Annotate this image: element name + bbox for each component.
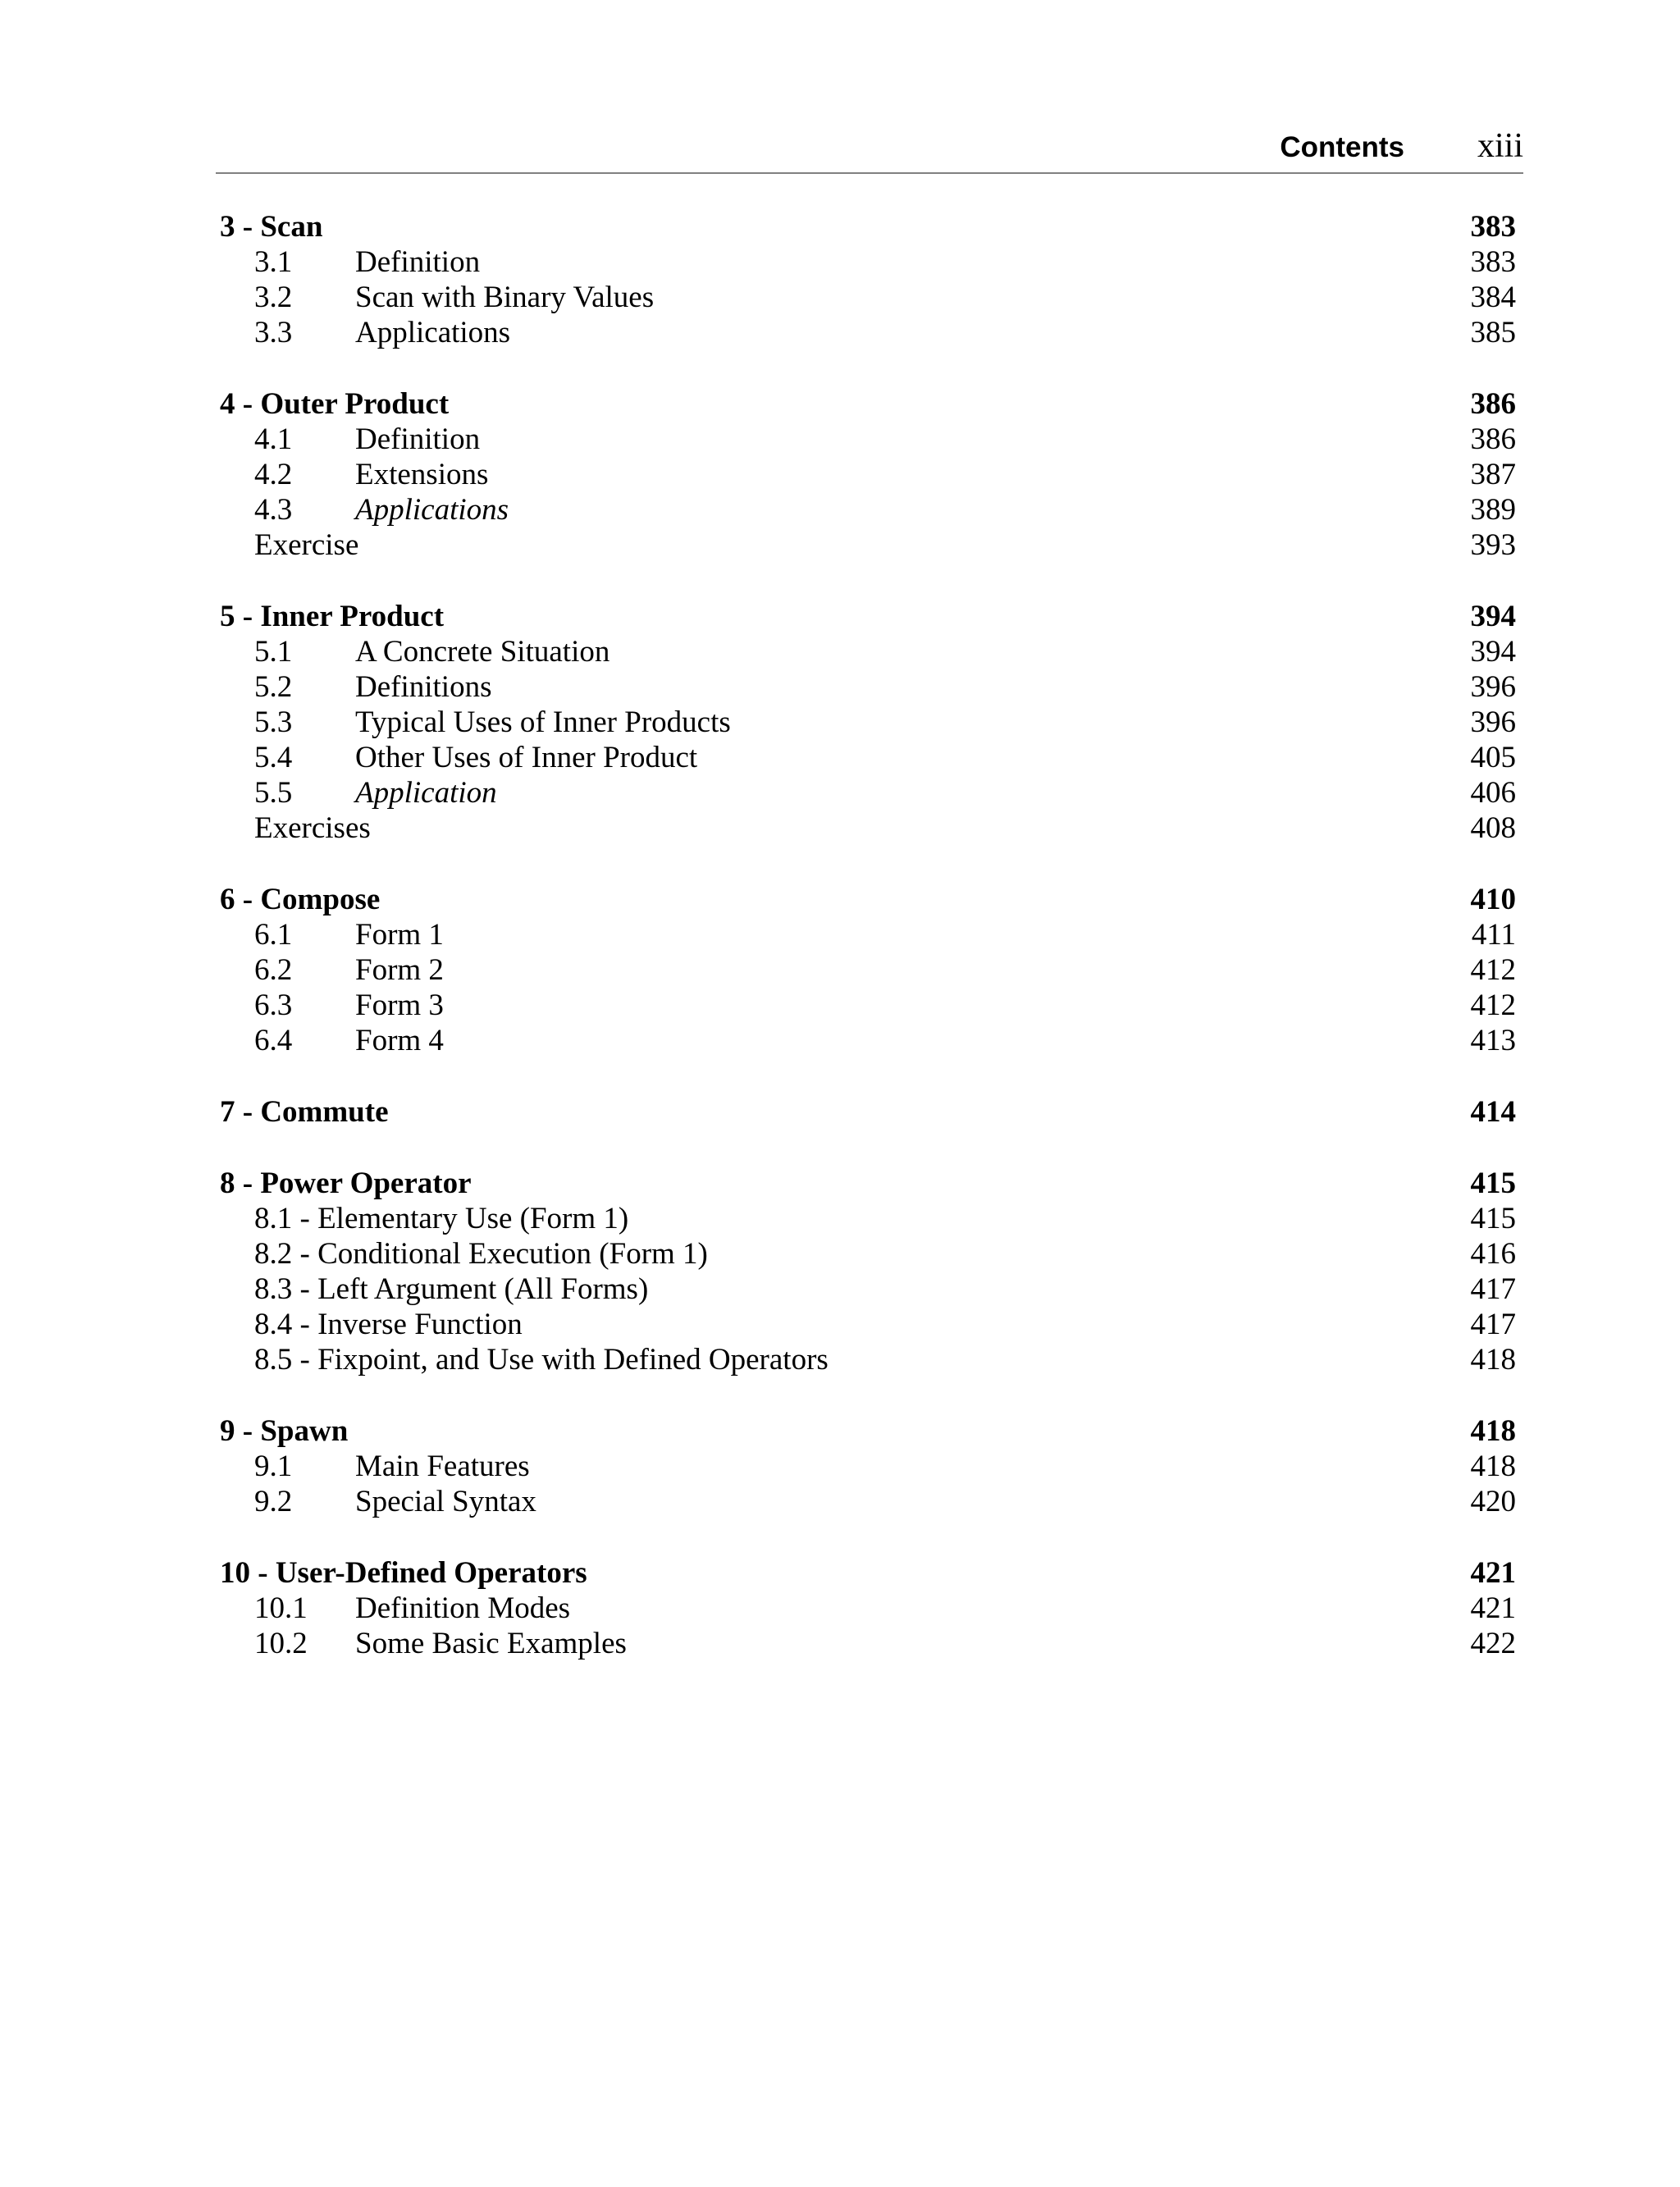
toc-section bbox=[220, 1555, 1516, 1661]
table-of-contents bbox=[220, 209, 1516, 1697]
entry-title: Definition bbox=[355, 422, 481, 456]
entry-number: 3.1 bbox=[254, 245, 293, 279]
entry-page-number: 405 bbox=[1470, 741, 1516, 774]
toc-entry[interactable] bbox=[220, 457, 1516, 492]
chapter-title: 8 - Power Operator bbox=[220, 1167, 472, 1200]
entry-number: 3.2 bbox=[254, 281, 293, 314]
entry-page-number: 415 bbox=[1470, 1202, 1516, 1235]
toc-section bbox=[220, 1094, 1516, 1130]
entry-title: Definitions bbox=[355, 670, 492, 704]
entry-page-number: 417 bbox=[1470, 1272, 1516, 1306]
entry-title: Application bbox=[355, 776, 497, 810]
chapter-page-number: 414 bbox=[1470, 1095, 1516, 1129]
toc-entry[interactable] bbox=[220, 1591, 1516, 1626]
entry-number: 9.1 bbox=[254, 1450, 293, 1483]
toc-entry[interactable] bbox=[220, 492, 1516, 527]
entry-title: Exercises bbox=[254, 811, 371, 845]
toc-section bbox=[220, 1166, 1516, 1377]
toc-section bbox=[220, 599, 1516, 846]
entry-page-number: 393 bbox=[1470, 528, 1516, 562]
toc-section bbox=[220, 882, 1516, 1058]
toc-entry[interactable] bbox=[220, 1272, 1516, 1307]
entry-title: Form 4 bbox=[355, 1024, 444, 1057]
toc-entry[interactable] bbox=[220, 422, 1516, 457]
entry-number: 10.2 bbox=[254, 1627, 308, 1660]
entry-number: 10.1 bbox=[254, 1591, 308, 1625]
entry-title: Form 2 bbox=[355, 953, 444, 987]
toc-entry[interactable] bbox=[220, 988, 1516, 1023]
entry-number: 4.3 bbox=[254, 493, 293, 527]
toc-entry[interactable] bbox=[220, 280, 1516, 315]
entry-number: 5.1 bbox=[254, 635, 293, 669]
entry-title: Extensions bbox=[355, 458, 489, 491]
entry-title: 8.5 - Fixpoint, and Use with Defined Operators bbox=[254, 1343, 829, 1377]
entry-title: Applications bbox=[355, 316, 511, 349]
chapter-page-number: 410 bbox=[1470, 883, 1516, 916]
page-header bbox=[216, 123, 1523, 174]
entry-number: 3.3 bbox=[254, 316, 293, 349]
toc-chapter-heading[interactable] bbox=[220, 386, 1516, 422]
entry-title: 8.3 - Left Argument (All Forms) bbox=[254, 1272, 649, 1306]
entry-title: Applications bbox=[355, 493, 509, 527]
entry-page-number: 418 bbox=[1470, 1343, 1516, 1377]
toc-section bbox=[220, 1413, 1516, 1519]
toc-entry[interactable] bbox=[220, 1236, 1516, 1272]
toc-entry[interactable] bbox=[220, 1626, 1516, 1661]
entry-title: Form 1 bbox=[355, 918, 444, 952]
entry-page-number: 412 bbox=[1470, 953, 1516, 987]
entry-page-number: 413 bbox=[1470, 1024, 1516, 1057]
entry-page-number: 389 bbox=[1470, 493, 1516, 527]
entry-page-number: 412 bbox=[1470, 988, 1516, 1022]
toc-section bbox=[220, 386, 1516, 563]
toc-entry[interactable] bbox=[220, 810, 1516, 846]
entry-number: 5.5 bbox=[254, 776, 293, 810]
chapter-page-number: 418 bbox=[1470, 1414, 1516, 1448]
entry-number: 5.4 bbox=[254, 741, 293, 774]
toc-entry[interactable] bbox=[220, 1484, 1516, 1519]
entry-number: 6.1 bbox=[254, 918, 293, 952]
toc-entry[interactable] bbox=[220, 315, 1516, 350]
chapter-page-number: 421 bbox=[1470, 1556, 1516, 1590]
entry-title: 8.1 - Elementary Use (Form 1) bbox=[254, 1202, 629, 1235]
entry-title: Some Basic Examples bbox=[355, 1627, 627, 1660]
toc-entry[interactable] bbox=[220, 244, 1516, 280]
entry-number: 5.2 bbox=[254, 670, 293, 704]
entry-page-number: 420 bbox=[1470, 1485, 1516, 1518]
entry-page-number: 406 bbox=[1470, 776, 1516, 810]
chapter-title: 6 - Compose bbox=[220, 883, 381, 916]
entry-page-number: 418 bbox=[1470, 1450, 1516, 1483]
entry-number: 6.4 bbox=[254, 1024, 293, 1057]
chapter-page-number: 394 bbox=[1470, 600, 1516, 633]
entry-page-number: 387 bbox=[1470, 458, 1516, 491]
entry-title: Typical Uses of Inner Products bbox=[355, 705, 731, 739]
entry-title: A Concrete Situation bbox=[355, 635, 610, 669]
running-head-title: Contents bbox=[1280, 131, 1404, 163]
entry-title: Main Features bbox=[355, 1450, 530, 1483]
entry-page-number: 408 bbox=[1470, 811, 1516, 845]
entry-number: 4.1 bbox=[254, 422, 293, 456]
entry-page-number: 396 bbox=[1470, 705, 1516, 739]
entry-page-number: 411 bbox=[1471, 918, 1516, 952]
entry-page-number: 416 bbox=[1470, 1237, 1516, 1271]
toc-chapter-heading[interactable] bbox=[220, 209, 1516, 244]
entry-title: Scan with Binary Values bbox=[355, 281, 655, 314]
entry-page-number: 417 bbox=[1470, 1308, 1516, 1341]
entry-title: Definition bbox=[355, 245, 481, 279]
toc-entry[interactable] bbox=[220, 1023, 1516, 1058]
toc-entry[interactable] bbox=[220, 775, 1516, 810]
entry-page-number: 422 bbox=[1470, 1627, 1516, 1660]
entry-number: 6.2 bbox=[254, 953, 293, 987]
entry-page-number: 421 bbox=[1470, 1591, 1516, 1625]
entry-number: 4.2 bbox=[254, 458, 293, 491]
toc-chapter-heading[interactable] bbox=[220, 1166, 1516, 1201]
toc-chapter-heading[interactable] bbox=[220, 1094, 1516, 1130]
entry-page-number: 383 bbox=[1470, 245, 1516, 279]
page-number: xiii bbox=[1477, 127, 1523, 165]
entry-title: Form 3 bbox=[355, 988, 444, 1022]
entry-title: 8.2 - Conditional Execution (Form 1) bbox=[254, 1237, 708, 1271]
entry-page-number: 385 bbox=[1470, 316, 1516, 349]
chapter-title: 5 - Inner Product bbox=[220, 600, 445, 633]
chapter-title: 10 - User-Defined Operators bbox=[220, 1556, 587, 1590]
chapter-page-number: 386 bbox=[1470, 387, 1516, 421]
toc-chapter-heading[interactable] bbox=[220, 1413, 1516, 1449]
entry-number: 5.3 bbox=[254, 705, 293, 739]
toc-entry[interactable] bbox=[220, 952, 1516, 988]
entry-title: Definition Modes bbox=[355, 1591, 571, 1625]
toc-entry[interactable] bbox=[220, 1342, 1516, 1377]
toc-entry[interactable] bbox=[220, 1307, 1516, 1342]
entry-number: 6.3 bbox=[254, 988, 293, 1022]
entry-title: 8.4 - Inverse Function bbox=[254, 1308, 523, 1341]
chapter-title: 3 - Scan bbox=[220, 210, 323, 244]
entry-page-number: 396 bbox=[1470, 670, 1516, 704]
toc-entry[interactable] bbox=[220, 705, 1516, 740]
entry-page-number: 394 bbox=[1470, 635, 1516, 669]
chapter-title: 9 - Spawn bbox=[220, 1414, 349, 1448]
entry-title: Other Uses of Inner Product bbox=[355, 741, 698, 774]
toc-entry[interactable] bbox=[220, 527, 1516, 563]
entry-page-number: 386 bbox=[1470, 422, 1516, 456]
toc-chapter-heading[interactable] bbox=[220, 599, 1516, 634]
toc-entry[interactable] bbox=[220, 917, 1516, 952]
toc-entry[interactable] bbox=[220, 634, 1516, 669]
entry-number: 9.2 bbox=[254, 1485, 293, 1518]
entry-title: Special Syntax bbox=[355, 1485, 536, 1518]
toc-chapter-heading[interactable] bbox=[220, 882, 1516, 917]
chapter-title: 4 - Outer Product bbox=[220, 387, 450, 421]
toc-entry[interactable] bbox=[220, 740, 1516, 775]
toc-entry[interactable] bbox=[220, 1201, 1516, 1236]
entry-page-number: 384 bbox=[1470, 281, 1516, 314]
toc-entry[interactable] bbox=[220, 1449, 1516, 1484]
toc-entry[interactable] bbox=[220, 669, 1516, 705]
chapter-page-number: 415 bbox=[1470, 1167, 1516, 1200]
toc-chapter-heading[interactable] bbox=[220, 1555, 1516, 1591]
entry-title: Exercise bbox=[254, 528, 359, 562]
toc-section bbox=[220, 209, 1516, 350]
chapter-title: 7 - Commute bbox=[220, 1095, 389, 1129]
chapter-page-number: 383 bbox=[1470, 210, 1516, 244]
